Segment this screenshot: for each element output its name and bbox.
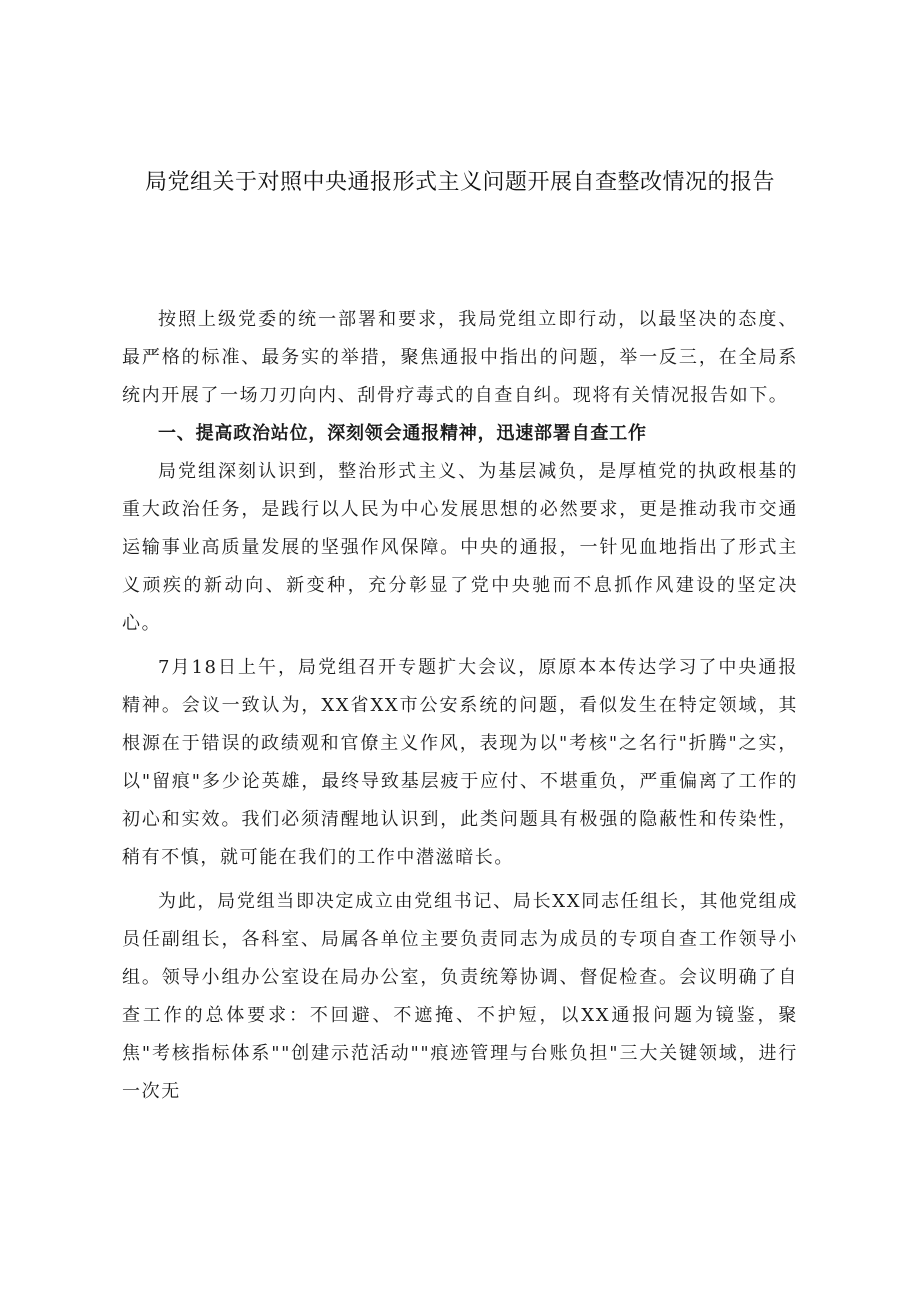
section1-paragraph-2: 7月18日上午，局党组召开专题扩大会议，原原本本传达学习了中央通报精神。会议一致认为，XX省XX市公安系统的问题，看似发生在特定领域，其根源在于错误的政绩观和官僚主义作风，表现为以"考核"之名行"折腾"之实，以"留痕"多少论英雄，最终导致基层疲于应付、不堪重负，严重偏离了工作的初心和实效。我们必须清醒地认识到，此类问题具有极强的隐蔽性和传染性，稍有不慎，就可能在我们的工作中潜滋暗长。 xyxy=(122,657,798,868)
intro-paragraph: 按照上级党委的统一部署和要求，我局党组立即行动，以最坚决的态度、最严格的标准、最务实的举措，聚焦通报中指出的问题，举一反三，在全局系统内开展了一场刀刃向内、刮骨疗毒式的自查自纠。现将有关情况报告如下。 xyxy=(122,309,798,406)
document-body xyxy=(122,301,798,1111)
section1-paragraph-1: 局党组深刻认识到，整治形式主义、为基层减负，是厚植党的执政根基的重大政治任务，是践行以人民为中心发展思想的必然要求，更是推动我市交通运输事业高质量发展的坚强作风保障。中央的通报，一针见血地指出了形式主义顽疾的新动向、新变种，充分彰显了党中央驰而不息抓作风建设的坚定决心。 xyxy=(122,461,798,634)
section1-paragraph-3: 为此，局党组当即决定成立由党组书记、局长XX同志任组长，其他党组成员任副组长，各科室、局属各单位主要负责同志为成员的专项自查工作领导小组。领导小组办公室设在局办公室，负责统筹协调、督促检查。会议明确了自查工作的总体要求：不回避、不遮掩、不护短，以XX通报问题为镜鉴，聚焦"考核指标体系""创建示范活动""痕迹管理与台账负担"三大关键领域，进行一次无 xyxy=(122,891,798,1102)
section-heading-1: 一、提高政治站位，深刻领会通报精神，迅速部署自查工作 xyxy=(158,423,647,444)
document-title: 局党组关于对照中央通报形式主义问题开展自查整改情况的报告 xyxy=(144,170,775,195)
